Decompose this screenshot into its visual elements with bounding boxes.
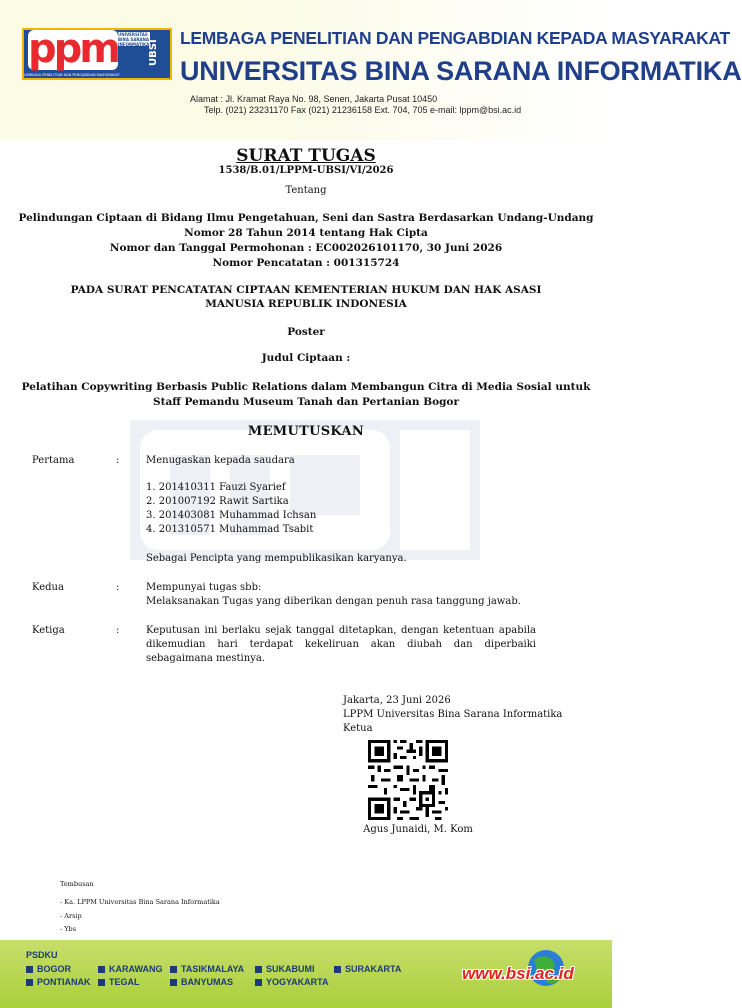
branch-bogor: BOGOR	[26, 964, 71, 976]
website-link[interactable]: www.bsi.ac.id	[462, 964, 574, 983]
decision-heading: MEMUTUSKAN	[247, 424, 365, 439]
first-label: Pertama	[32, 455, 75, 466]
signature-position: Ketua	[343, 723, 373, 734]
work-title-label: Judul Ciptaan :	[261, 352, 351, 364]
bullet-icon	[26, 979, 33, 986]
branch-tegal: TEGAL	[98, 977, 140, 989]
psdku-label: PSDKU	[26, 950, 58, 960]
institution-name: LEMBAGA PENELITIAN DAN PENGABDIAN KEPADA MASYARAKAT	[180, 28, 730, 48]
bullet-icon	[98, 979, 105, 986]
branch-pontianak: PONTIANAK	[26, 977, 91, 989]
branch-tasikmalaya: TASIKMALAYA	[170, 964, 244, 976]
logo-ppm-text: ppm	[28, 26, 118, 72]
bullet-icon	[98, 966, 105, 973]
subject-line: Nomor 28 Tahun 2014 tentang Hak Cipta	[184, 227, 428, 239]
recording-line: MANUSIA REPUBLIK INDONESIA	[205, 298, 407, 310]
cc-item: - Ka. LPPM Universitas Bina Sarana Informatika	[60, 898, 220, 906]
document-number: 1538/B.01/LPPM-UBSI/VI/2026	[218, 165, 394, 176]
first-closing: Sebagai Pencipta yang mempublikasikan karyanya.	[146, 553, 407, 564]
third-text: Keputusan ini berlaku sejak tanggal ditetapkan, dengan ketentuan apabila dikemudian hari terdapat kekeliruan akan diubah dan diperbaiki sebagaimana mestinya.	[146, 625, 536, 664]
document-title: SURAT TUGAS	[236, 146, 376, 166]
member-item: 4. 201310571 Muhammad Tsabit	[146, 524, 314, 535]
bullet-icon	[170, 979, 177, 986]
logo-caption: LEMBAGA PENELITIAN DAN PENGABDIAN MASYARAKAT	[24, 73, 120, 77]
subject-line: Nomor Pencatatan : 001315724	[212, 257, 400, 269]
document-regarding: Tentang	[285, 185, 327, 196]
branch-sukabumi: SUKABUMI	[255, 964, 315, 976]
branch-yogyakarta: YOGYAKARTA	[255, 977, 329, 989]
branch-surakarta: SURAKARTA	[334, 964, 401, 976]
work-type: Poster	[287, 326, 325, 338]
logo-ubsi-text: UBSI	[148, 39, 159, 67]
first-colon: :	[116, 455, 120, 466]
work-title-line: Staff Pemandu Museum Tanah dan Pertanian Bogor	[153, 396, 459, 408]
cc-item: - Ybs	[60, 925, 77, 933]
signature-institution: LPPM Universitas Bina Sarana Informatika	[343, 709, 563, 720]
branch-karawang: KARAWANG	[98, 964, 163, 976]
bullet-icon	[170, 966, 177, 973]
bullet-icon	[26, 966, 33, 973]
work-title-line: Pelatihan Copywriting Berbasis Public Relations dalam Membangun Citra di Media Sosial untuk	[21, 381, 591, 393]
member-item: 3. 201403081 Muhammad Ichsan	[146, 510, 317, 521]
second-line: Mempunyai tugas sbb:	[146, 582, 262, 593]
qr-code	[368, 740, 448, 820]
second-colon: :	[116, 582, 120, 593]
first-intro: Menugaskan kepada saudara	[146, 455, 295, 466]
second-label: Kedua	[32, 582, 64, 593]
third-label: Ketiga	[32, 625, 65, 636]
signer-name: Agus Junaidi, M. Kom	[363, 824, 473, 835]
logo-university-tag: UNIVERSITAS BINA SARANA INFORMATIKA	[118, 32, 150, 47]
member-item: 1. 201410311 Fauzi Syarief	[146, 482, 286, 493]
subject-line: Nomor dan Tanggal Permohonan : EC002026101170, 30 Juni 2026	[109, 242, 503, 254]
university-name: UNIVERSITAS BINA SARANA INFORMATIKA	[180, 56, 742, 86]
member-item: 2. 201007192 Rawit Sartika	[146, 496, 289, 507]
third-colon: :	[116, 625, 120, 636]
cc-item: - Arsip	[60, 912, 82, 920]
signature-place-date: Jakarta, 23 Juni 2026	[343, 695, 451, 706]
bullet-icon	[334, 966, 341, 973]
cc-label: Tembusan	[60, 880, 94, 888]
branch-banyumas: BANYUMAS	[170, 977, 233, 989]
institution-contact: Telp. (021) 23231170 Fax (021) 21236158 Ext. 704, 705 e-mail: lppm@bsi.ac.id	[204, 105, 522, 115]
subject-line: Pelindungan Ciptaan di Bidang Ilmu Pengetahuan, Seni dan Sastra Berdasarkan Undang-Undang	[18, 212, 594, 224]
second-line: Melaksanakan Tugas yang diberikan dengan penuh rasa tanggung jawab.	[146, 596, 521, 607]
institution-address: Alamat : Jl. Kramat Raya No. 98, Senen, Jakarta Pusat 10450	[190, 94, 438, 104]
bullet-icon	[255, 979, 262, 986]
recording-line: PADA SURAT PENCATATAN CIPTAAN KEMENTERIAN HUKUM DAN HAK ASASI	[70, 284, 542, 296]
bullet-icon	[255, 966, 262, 973]
